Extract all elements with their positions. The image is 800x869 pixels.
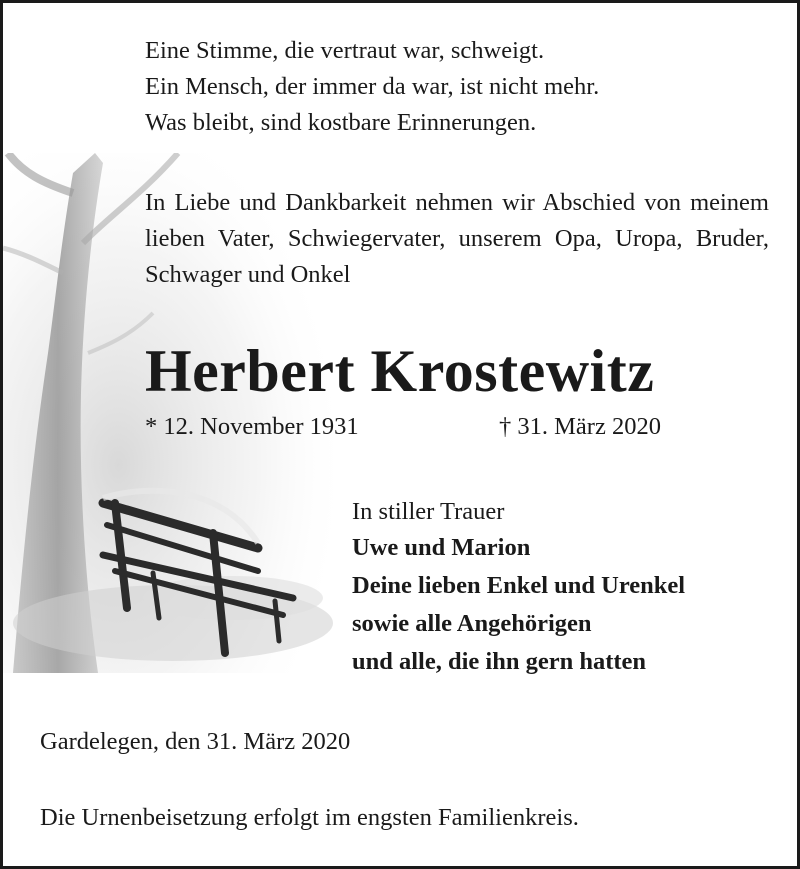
mourner-line: und alle, die ihn gern hatten: [352, 648, 647, 675]
mourner-line: sowie alle Angehörigen: [352, 610, 592, 637]
poem-line: Ein Mensch, der immer da war, ist nicht mehr.: [145, 73, 600, 100]
deceased-name: Herbert Krostewitz: [145, 338, 655, 404]
mourning-intro: In stiller Trauer: [352, 498, 505, 525]
place-and-date: Gardelegen, den 31. März 2020: [40, 728, 351, 755]
burial-notice: Die Urnenbeisetzung erfolgt im engsten Familienkreis.: [40, 804, 579, 831]
poem-line: Eine Stimme, die vertraut war, schweigt.: [145, 37, 545, 64]
mourner-line: Deine lieben Enkel und Urenkel: [352, 572, 686, 599]
poem: [145, 33, 599, 141]
birth-date: * 12. November 1931: [145, 413, 359, 440]
mourner-line: Uwe und Marion: [352, 534, 531, 561]
poem-line: Was bleibt, sind kostbare Erinnerungen.: [145, 109, 537, 136]
farewell-text: In Liebe und Dankbarkeit nehmen wir Abschied von meinem lieben Vater, Schwiegervater, unserem Opa, Uropa, Bruder, Schwager und Onkel: [145, 189, 769, 288]
mourners-list: [352, 529, 685, 681]
death-date: † 31. März 2020: [499, 413, 661, 440]
